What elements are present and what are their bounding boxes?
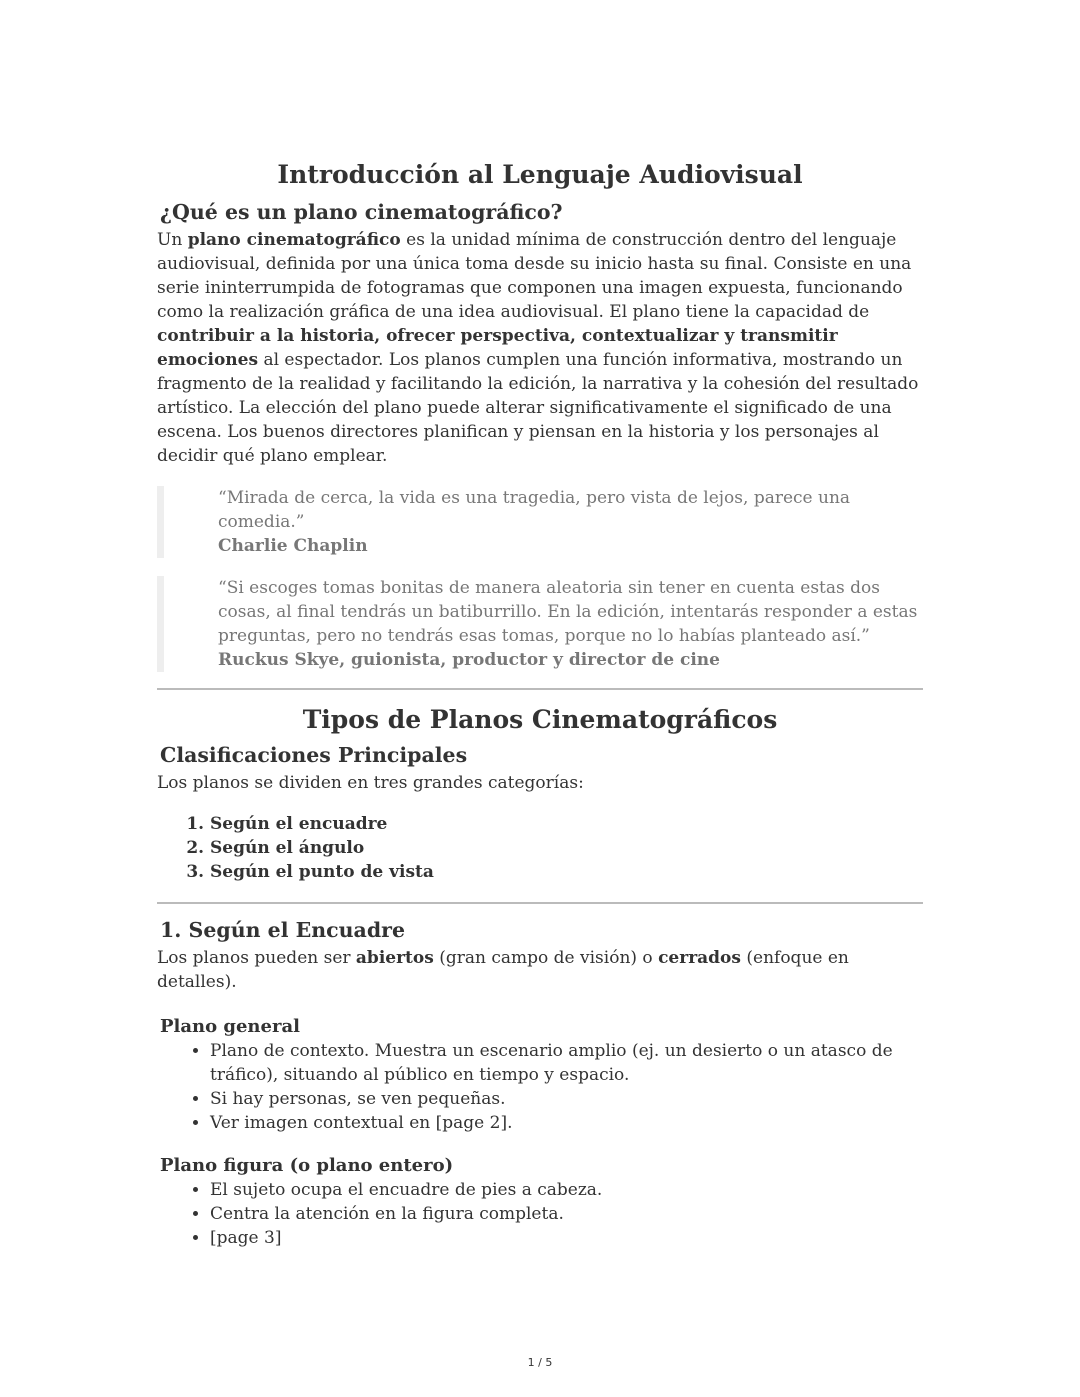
- page-number: 1 / 5: [527, 1356, 553, 1369]
- list-item: • El sujeto ocupa el encuadre de pies a cabeza.: [210, 1178, 923, 1202]
- list-item: 2. Según el ángulo: [210, 836, 923, 860]
- document-title: Introducción al Lenguaje Audiovisual: [277, 160, 803, 189]
- list-item: • Ver imagen contextual en [page 2].: [210, 1111, 923, 1135]
- divider: [157, 902, 923, 904]
- plano-figura-list: [157, 1178, 923, 1250]
- intro-paragraph: Un plano cinematográfico es la unidad mínima de construcción dentro del lenguaje audiovisual, definida por una única toma desde su inicio hasta su final. Consiste en una serie ininterrumpida de fotogramas que componen una imagen expuesta, funcionando como la realización gráfica de una idea audiovisual. El plano tiene la capacidad de contribuir a la historia, ofrecer perspectiva, contextualizar y transmitir emociones al espectador. Los planos cumplen una función informativa, mostrando un fragmento de la realidad y facilitando la edición, la narrativa y la cohesión del resultado artístico. La elección del plano puede alterar significativamente el significado de una escena. Los buenos directores planifican y piensan en la historia y los personajes al decidir qué plano emplear.: [157, 230, 919, 466]
- clasificaciones-intro: Los planos se dividen en tres grandes categorías:: [157, 773, 584, 793]
- document-page: [157, 158, 923, 1250]
- list-item: 3. Según el punto de vista: [210, 860, 923, 884]
- list-item: • [page 3]: [210, 1226, 923, 1250]
- quote-author: Charlie Chaplin: [218, 536, 368, 556]
- plano-general-list: [157, 1039, 923, 1135]
- section-title-tipos: Tipos de Planos Cinematográficos: [302, 705, 778, 734]
- subheading-plano-figura: Plano figura (o plano entero): [160, 1155, 454, 1176]
- list-item: • Centra la atención en la figura completa.: [210, 1202, 923, 1226]
- list-item: 1. Según el encuadre: [210, 812, 923, 836]
- quote-chaplin: [157, 486, 923, 558]
- encuadre-intro: Los planos pueden ser abiertos (gran campo de visión) o cerrados (enfoque en detalles).: [157, 948, 849, 992]
- section-heading-plano: ¿Qué es un plano cinematográfico?: [160, 200, 563, 224]
- section-heading-clasificaciones: Clasificaciones Principales: [160, 743, 468, 767]
- subheading-plano-general: Plano general: [160, 1016, 300, 1037]
- quote-author: Ruckus Skye, guionista, productor y director de cine: [218, 650, 720, 670]
- quote-skye: [157, 576, 923, 672]
- section-heading-encuadre: 1. Según el Encuadre: [160, 918, 406, 942]
- divider: [157, 688, 923, 690]
- quote-text: “Si escoges tomas bonitas de manera aleatoria sin tener en cuenta estas dos cosas, al final tendrás un batiburrillo. En la edición, intentarás responder a estas preguntas, pero no tendrás esas tomas, porque no lo habías planteado así.”: [218, 578, 918, 646]
- clasificaciones-list: [157, 812, 923, 884]
- list-item: • Si hay personas, se ven pequeñas.: [210, 1087, 923, 1111]
- quote-text: “Mirada de cerca, la vida es una tragedia, pero vista de lejos, parece una comedia.”: [218, 488, 851, 532]
- list-item: • Plano de contexto. Muestra un escenario amplio (ej. un desierto o un atasco de tráfico), situando al público en tiempo y espacio.: [210, 1039, 923, 1087]
